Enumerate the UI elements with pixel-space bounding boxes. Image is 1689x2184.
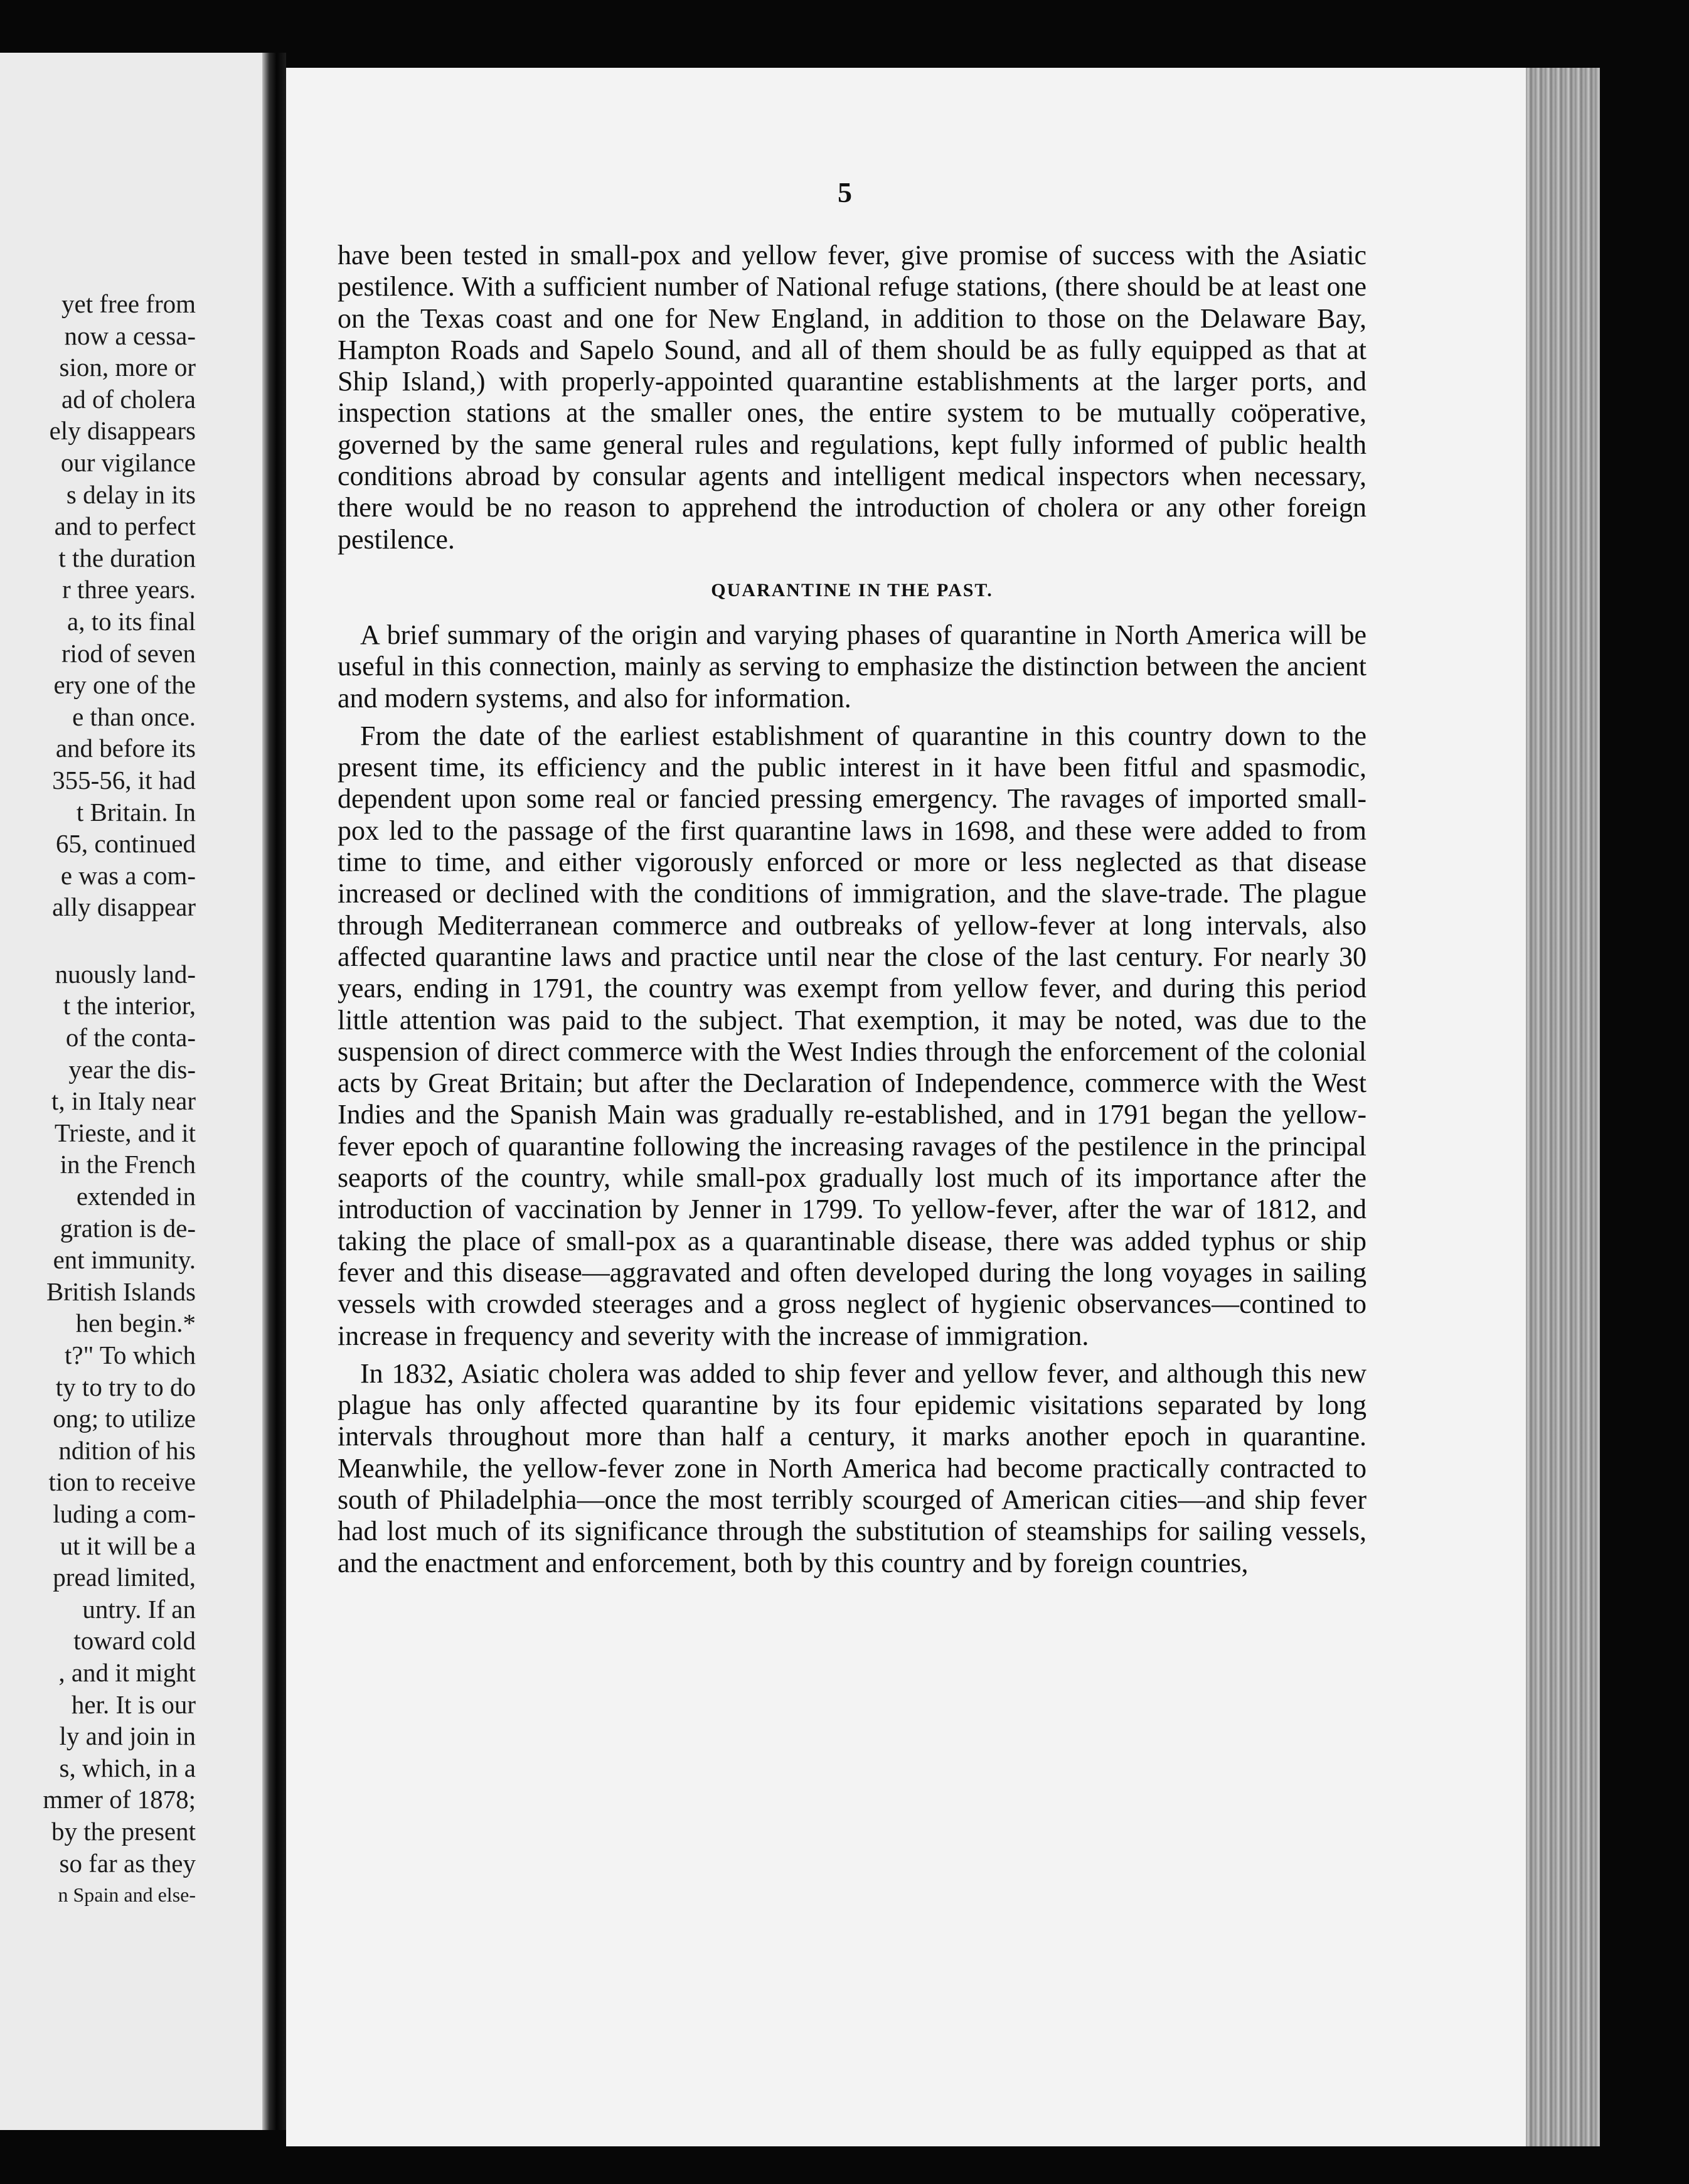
left-line: untry. If an: [82, 1594, 196, 1624]
left-line: t?" To which: [65, 1341, 196, 1369]
left-line: ad of cholera: [61, 384, 196, 414]
left-line: ndition of his: [58, 1435, 196, 1465]
left-line: mmer of 1878;: [43, 1785, 196, 1814]
left-line: toward cold: [73, 1626, 196, 1656]
left-line: so far as they: [59, 1848, 196, 1878]
left-line: sion, more or: [59, 353, 196, 382]
page-body: [338, 240, 1367, 1585]
left-line: ely disappears: [49, 416, 196, 446]
left-line: riod of seven: [61, 638, 196, 668]
left-line: of the conta-: [65, 1023, 196, 1052]
left-line: e than once.: [72, 702, 196, 731]
left-line: luding a com-: [53, 1499, 196, 1528]
left-line: British Islands: [46, 1277, 196, 1306]
paragraph: In 1832, Asiatic cholera was added to ship fever and yellow fever, and although this new plague has only affected quarantine by its four epidemic visitations separated by long intervals throughout more than half a century, it marks another epoch in quarantine. Meanwhile, the yellow-fever zone in North America had become practically contracted to south of Philadelphia—once the most terribly scourged of American cities—and ship fever had lost much of its significance through the substitution of steamships for sailing vessels, and the enactment and enforcement, both by this country and by foreign countries,: [338, 1357, 1367, 1578]
left-page: [0, 53, 262, 2130]
left-line: s, which, in a: [59, 1753, 196, 1782]
left-line: ty to try to do: [55, 1372, 196, 1401]
left-line: 65, continued: [55, 829, 196, 859]
left-line: our vigilance: [60, 447, 196, 477]
left-line: ally disappear: [52, 892, 196, 922]
paragraph: From the date of the earliest establishment of quarantine in this country down to the present time, its efficiency and the public interest in it have been fitful and spasmodic, dependent upon some real or fancied pressing emergency. The ravages of imported small-pox led to the passage of the first quarantine laws in 1698, and these were added to from time to time, and either vigorously enforced or more or less neglected as that disease increased or declined with the conditions of immigration, and the slave-trade. The plague through Mediterranean commerce and outbreaks of yellow-fever at long intervals, also affected quarantine laws and practice until near the close of the last century. For nearly 30 years, ending in 1791, the country was exempt from yellow fever, and during this period little attention was paid to the subject. That exemption, it may be noted, was due to the suspension of direct commerce with the West Indies through the enforcement of the colonial acts by Great Britain; but after the Declaration of Independence, commerce with the West Indies and the Spanish Main was gradually re-established, and in 1791 began the yellow-fever epoch of quarantine following the increasing ravages of the pestilence in the principal seaports of the country, while small-pox gradually lost much of its importance after the introduction of vaccination by Jenner in 1799. To yellow-fever, after the war of 1812, and taking the place of small-pox as a quarantinable disease, there was added typhus or ship fever and this disease—aggravated and often developed during the long voyages in sailing vessels with crowded steerages and a gross neglect of hygienic observances—contined to increase in frequency and severity with the increase of immigration.: [338, 720, 1367, 1351]
paragraph: have been tested in small-pox and yellow fever, give promise of success with the Asiatic pestilence. With a sufficient number of National refuge stations, (there should be at least one on the Texas coast and one for New England, in addition to those on the Delaware Bay, Hampton Roads and Sapelo Sound, and all of them should be as fully equipped as that at Ship Island,) with properly-appointed quarantine establishments at the larger ports, and inspection stations at the smaller ones, the entire system to be mutually coöperative, governed by the same general rules and regulations, kept fully informed of public health conditions abroad by consular agents and intelligent medical inspectors when necessary, there would be no reason to apprehend the introduction of cholera or any other foreign pestilence.: [338, 240, 1367, 555]
left-line: in the French: [60, 1150, 196, 1179]
left-line: ly and join in: [59, 1721, 196, 1751]
left-line: a, to its final: [67, 606, 196, 636]
left-footnote: n Spain and else-: [58, 1883, 196, 1907]
left-line: ent immunity.: [53, 1245, 196, 1275]
paragraph-gap: [0, 923, 196, 958]
left-line: , and it might: [58, 1657, 196, 1687]
page-number: 5: [838, 176, 852, 208]
book-gutter: [262, 53, 286, 2130]
left-line: s delay in its: [66, 479, 196, 509]
left-line: t, in Italy near: [51, 1086, 196, 1116]
paragraph: A brief summary of the origin and varying phases of quarantine in North America will be useful in this connection, mainly as serving to emphasize the distinction between the ancient and modern systems, and also for information.: [338, 619, 1367, 714]
left-line: hen begin.*: [75, 1309, 196, 1338]
page-edge: [1526, 68, 1600, 2146]
left-line: pread limited,: [53, 1563, 196, 1592]
left-line: r three years.: [62, 575, 196, 604]
left-line: now a cessa-: [64, 321, 196, 350]
left-line: e was a com-: [60, 860, 196, 890]
left-line: 355-56, it had: [52, 765, 196, 795]
left-line: her. It is our: [71, 1689, 196, 1719]
left-line: ut it will be a: [60, 1531, 196, 1560]
left-line: year the dis-: [68, 1054, 196, 1084]
left-line: extended in: [76, 1182, 196, 1211]
left-line: ong; to utilize: [53, 1404, 196, 1433]
section-heading: QUARANTINE IN THE PAST.: [711, 579, 993, 601]
left-line: Trieste, and it: [54, 1118, 196, 1147]
left-line: t the duration: [58, 543, 196, 572]
left-line: and before its: [55, 734, 196, 763]
left-line: t the interior,: [63, 991, 196, 1020]
left-line: tion to receive: [48, 1467, 196, 1497]
left-line: gration is de-: [60, 1213, 196, 1243]
left-line: and to perfect: [54, 511, 196, 541]
left-page-text: [0, 288, 196, 1911]
left-line: yet free from: [61, 289, 196, 318]
left-line: by the present: [51, 1816, 196, 1846]
left-line: t Britain. In: [76, 797, 196, 827]
left-line: ery one of the: [53, 670, 196, 700]
left-line: nuously land-: [55, 959, 196, 988]
